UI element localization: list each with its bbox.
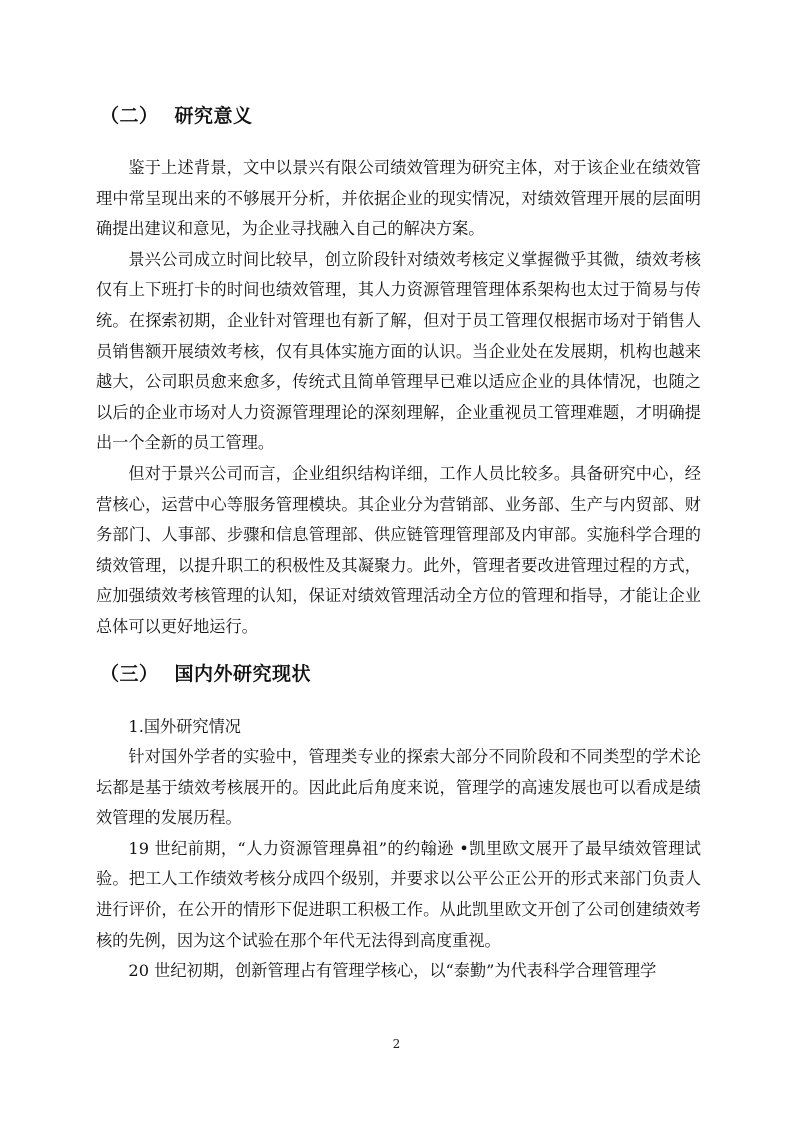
- section-title: 国内外研究现状: [174, 662, 312, 685]
- paragraph: 19 世纪前期，“人力资源管理鼻祖”的约翰逊 •凯里欧文展开了最早绩效管理试验。把工人工作绩效考核分成四个级别，并要求以公平公正公开的形式来部门负责人进行评价，在公开的情形下促进职工积极工作。从此凯里欧文开创了公司创建绩效考核的先例，因为这个试验在那个年代无法得到高度重视。: [96, 838, 701, 950]
- page-number: 2: [392, 1037, 401, 1051]
- section-title: 研究意义: [174, 105, 253, 127]
- subsection-heading: 1.国外研究情况: [128, 716, 241, 736]
- paragraph: 针对国外学者的实验中，管理类专业的探索大部分不同阶段和不同类型的学术论坛都是基于绩效考核展开的。因此此后角度来说，管理学的高速发展也可以看成是绩效管理的发展历程。: [96, 747, 701, 828]
- paragraph: 鉴于上述背景，文中以景兴有限公司绩效管理为研究主体，对于该企业在绩效管理中常呈现出来的不够展开分析，并依据企业的现实情况，对绩效管理开展的层面明确提出建议和意见，为企业寻找融入自己的解决方案。: [96, 158, 701, 239]
- paragraph: 景兴公司成立时间比较早，创立阶段针对绩效考核定义掌握微乎其微，绩效考核仅有上下班打卡的时间也绩效管理，其人力资源管理管理体系架构也太过于简易与传统。在探索初期，企业针对管理也有新了解，但对于员工管理仅根据市场对于销售人员销售额开展绩效考核，仅有具体实施方面的认识。当企业处在发展期，机构也越来越大，公司职员愈来愈多，传统式且简单管理早已难以适应企业的具体情况，也随之以后的企业市场对人力资源管理理论的深刻理解，企业重视员工管理难题，才明确提出一个全新的员工管理。: [96, 249, 701, 453]
- section-heading-research-significance: [96, 96, 701, 136]
- section-number: （二）: [100, 105, 159, 127]
- section-heading-research-status: [96, 654, 701, 694]
- paragraph: 20 世纪初期，创新管理占有管理学核心，以“泰勤”为代表科学合理管理学: [128, 961, 657, 981]
- paragraph: 但对于景兴公司而言，企业组织结构详细，工作人员比较多。具备研究中心，经营核心，运营中心等服务管理模块。其企业分为营销部、业务部、生产与内贸部、财务部门、人事部、步骤和信息管理部、供应链管理管理部及内审部。实施科学合理的绩效管理，以提升职工的积极性及其凝聚力。此外，管理者要改进管理过程的方式，应加强绩效考核管理的认知，保证对绩效管理活动全方位的管理和指导，才能让企业总体可以更好地运行。: [96, 463, 701, 636]
- page-content: [96, 96, 701, 987]
- section-number: （三）: [100, 662, 159, 685]
